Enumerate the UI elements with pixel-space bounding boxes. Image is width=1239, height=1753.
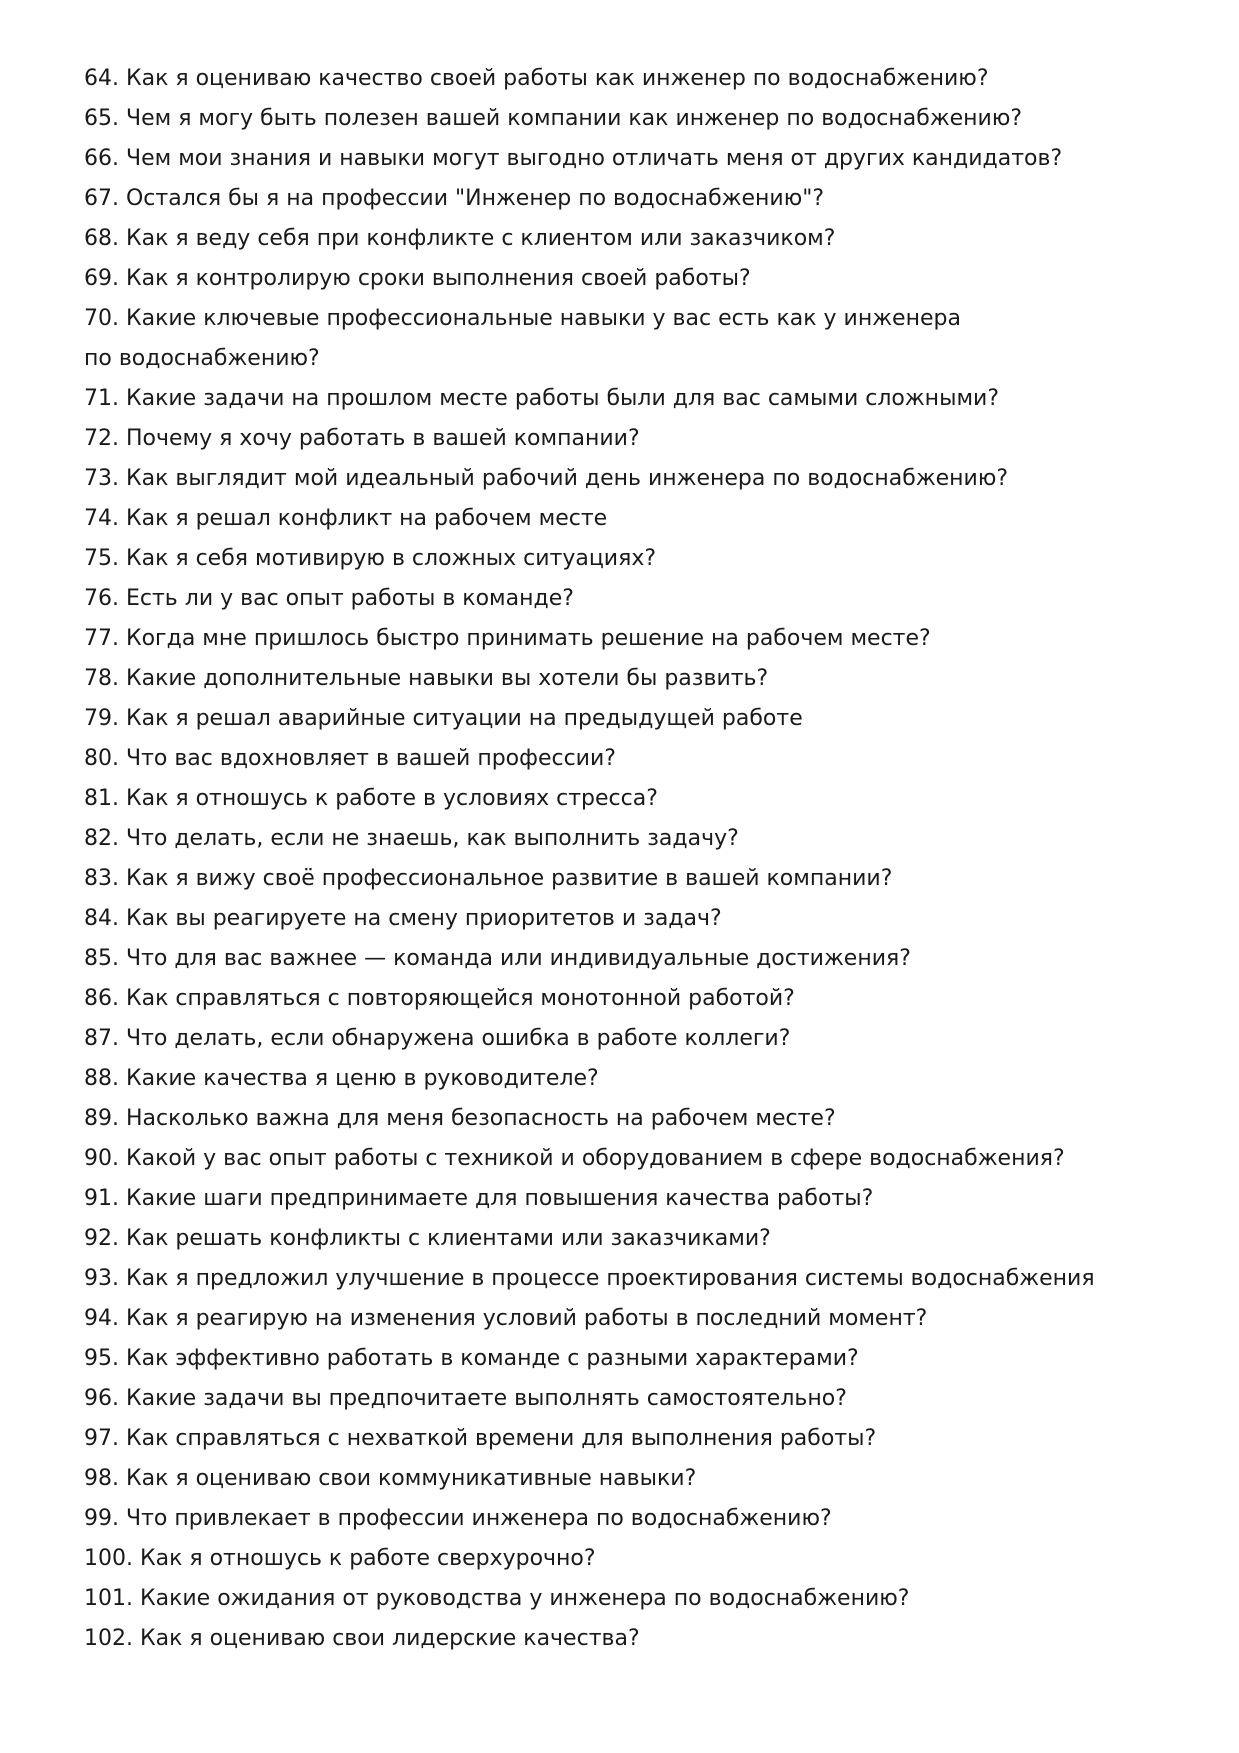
question-item-99: 99. Что привлекает в профессии инженера по водоснабжению?	[84, 1506, 832, 1531]
question-item-69: 69. Как я контролирую сроки выполнения своей работы?	[84, 266, 751, 291]
question-item-77: 77. Когда мне пришлось быстро принимать решение на рабочем месте?	[84, 626, 931, 651]
question-item-96: 96. Какие задачи вы предпочитаете выполнять самостоятельно?	[84, 1386, 847, 1411]
question-item-68: 68. Как я веду себя при конфликте с клиентом или заказчиком?	[84, 226, 836, 251]
question-item-78: 78. Какие дополнительные навыки вы хотели бы развить?	[84, 666, 769, 691]
question-item-65: 65. Чем я могу быть полезен вашей компании как инженер по водоснабжению?	[84, 106, 1023, 131]
question-item-94: 94. Как я реагирую на изменения условий работы в последний момент?	[84, 1306, 928, 1331]
question-item-84: 84. Как вы реагируете на смену приоритетов и задач?	[84, 906, 722, 931]
question-item-92: 92. Как решать конфликты с клиентами или заказчиками?	[84, 1226, 771, 1251]
question-item-66: 66. Чем мои знания и навыки могут выгодно отличать меня от других кандидатов?	[84, 146, 1063, 171]
question-item-72: 72. Почему я хочу работать в вашей компании?	[84, 426, 640, 451]
question-list	[84, 59, 1164, 1659]
question-item-90: 90. Какой у вас опыт работы с техникой и оборудованием в сфере водоснабжения?	[84, 1146, 1065, 1171]
question-item-89: 89. Насколько важна для меня безопасность на рабочем месте?	[84, 1106, 836, 1131]
question-item-73: 73. Как выглядит мой идеальный рабочий день инженера по водоснабжению?	[84, 466, 1009, 491]
question-item-98: 98. Как я оцениваю свои коммуникативные навыки?	[84, 1466, 697, 1491]
question-item-93: 93. Как я предложил улучшение в процессе проектирования системы водоснабжения	[84, 1266, 1095, 1291]
question-item-100: 100. Как я отношусь к работе сверхурочно?	[84, 1546, 596, 1571]
question-item-67: 67. Остался бы я на профессии "Инженер по водоснабжению"?	[84, 186, 825, 211]
question-item-85: 85. Что для вас важнее — команда или индивидуальные достижения?	[84, 946, 911, 971]
question-item-95: 95. Как эффективно работать в команде с разными характерами?	[84, 1346, 859, 1371]
question-item-79: 79. Как я решал аварийные ситуации на предыдущей работе	[84, 706, 803, 731]
question-item-101: 101. Какие ожидания от руководства у инженера по водоснабжению?	[84, 1586, 910, 1611]
question-item-71: 71. Какие задачи на прошлом месте работы были для вас самыми сложными?	[84, 386, 1000, 411]
question-item-74: 74. Как я решал конфликт на рабочем месте	[84, 506, 608, 531]
question-item-64: 64. Как я оцениваю качество своей работы как инженер по водоснабжению?	[84, 66, 989, 91]
question-item-70: 70. Какие ключевые профессиональные навыки у вас есть как у инженера по водоснабжению?	[84, 306, 961, 371]
question-item-80: 80. Что вас вдохновляет в вашей профессии?	[84, 746, 616, 771]
question-item-81: 81. Как я отношусь к работе в условиях стресса?	[84, 786, 658, 811]
question-item-86: 86. Как справляться с повторяющейся монотонной работой?	[84, 986, 795, 1011]
question-item-87: 87. Что делать, если обнаружена ошибка в работе коллеги?	[84, 1026, 791, 1051]
question-item-97: 97. Как справляться с нехваткой времени для выполнения работы?	[84, 1426, 877, 1451]
question-item-102: 102. Как я оцениваю свои лидерские качества?	[84, 1626, 640, 1651]
question-item-83: 83. Как я вижу своё профессиональное развитие в вашей компании?	[84, 866, 893, 891]
question-item-75: 75. Как я себя мотивирую в сложных ситуациях?	[84, 546, 657, 571]
question-item-76: 76. Есть ли у вас опыт работы в команде?	[84, 586, 574, 611]
question-item-88: 88. Какие качества я ценю в руководителе?	[84, 1066, 599, 1091]
question-item-82: 82. Что делать, если не знаешь, как выполнить задачу?	[84, 826, 739, 851]
question-item-91: 91. Какие шаги предпринимаете для повышения качества работы?	[84, 1186, 874, 1211]
